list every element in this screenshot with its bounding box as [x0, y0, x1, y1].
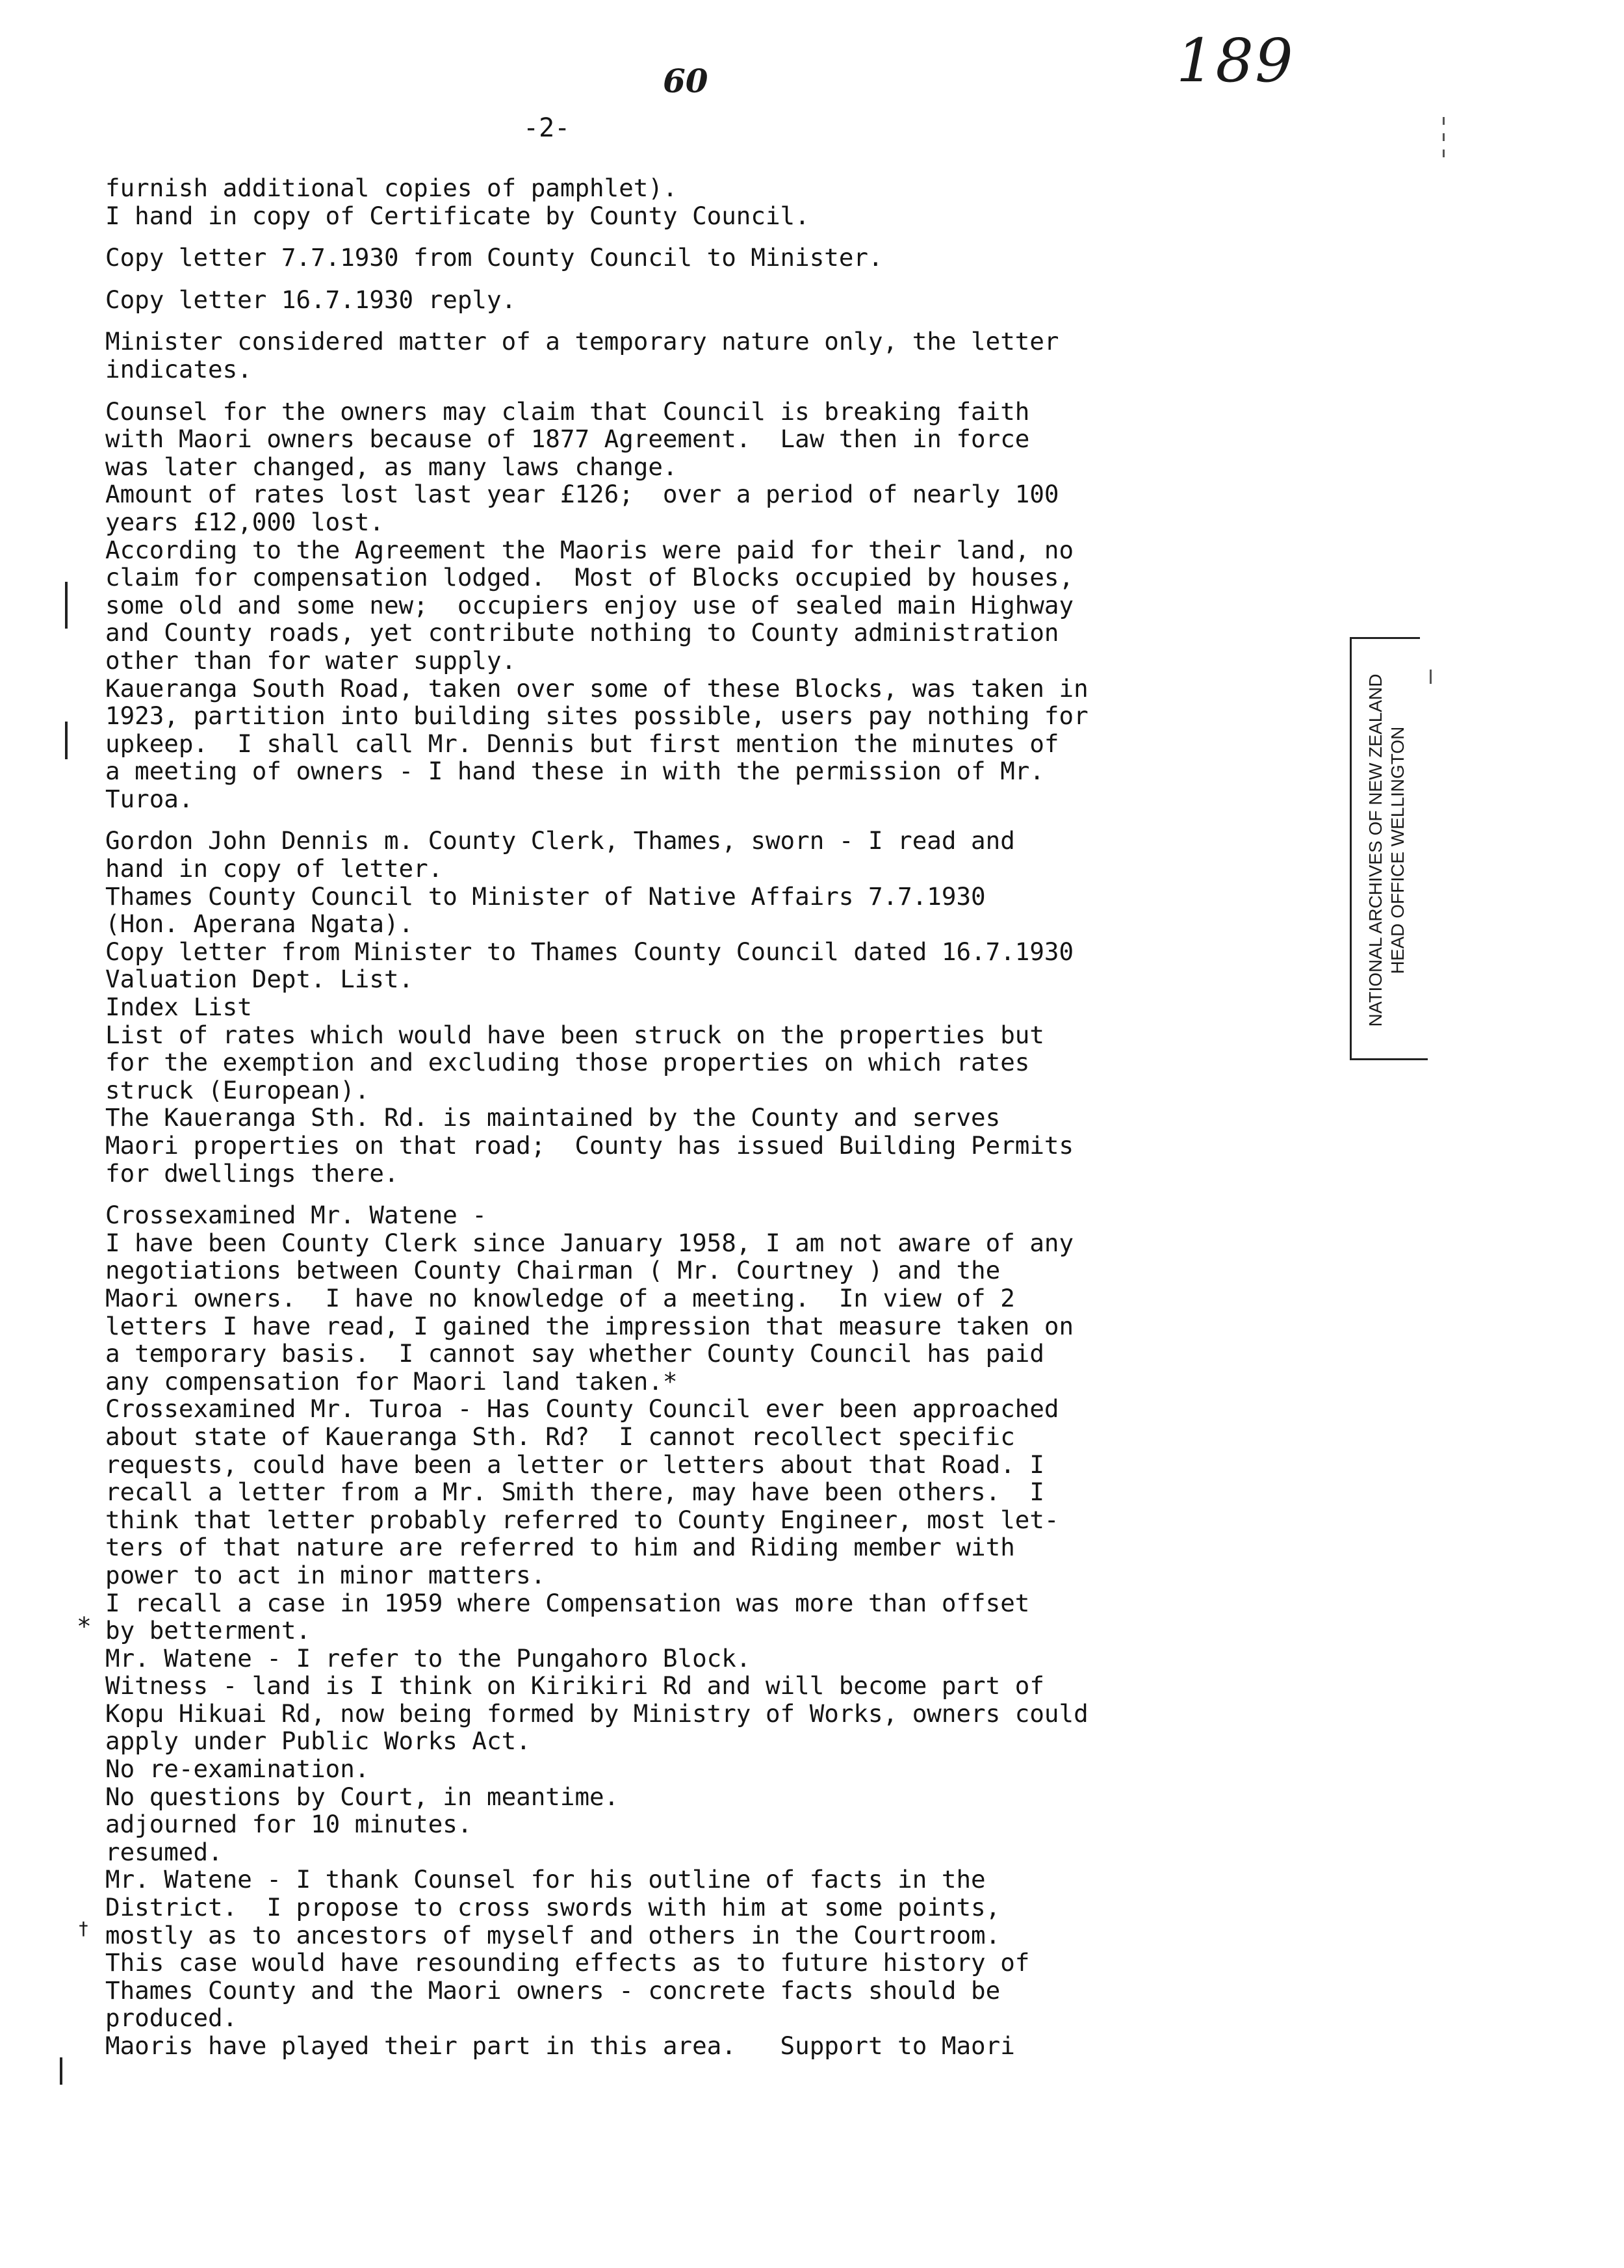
text-line: Kaueranga South Road, taken over some of these Blocks, was taken in	[105, 673, 1089, 703]
text-line: Kopu Hikuai Rd, now being formed by Ministry of Works, owners could	[105, 1699, 1089, 1728]
paragraph	[105, 244, 1089, 272]
text-line: Gordon John Dennis m. County Clerk, Thames, sworn - I read and	[105, 826, 1015, 855]
text-line: This case would have resounding effects as to future history of	[105, 1948, 1030, 1977]
paragraph-gap	[105, 229, 1089, 244]
stamp-line-1: NATIONAL ARCHIVES OF NEW ZEALAND	[1365, 673, 1386, 1027]
text-line: Mr. Watene - I thank Counsel for his outline of facts in the	[105, 1865, 986, 1894]
text-line: other than for water supply.	[105, 645, 517, 675]
text-line: Copy letter 7.7.1930 from County Council to Minister.	[105, 243, 883, 272]
text-line: Maori owners. I have no knowledge of a meeting. In view of 2	[105, 1283, 1015, 1312]
paragraph-gap	[105, 813, 1089, 827]
text-line: Crossexamined Mr. Turoa - Has County Council ever been approached	[105, 1394, 1059, 1424]
document-body	[105, 174, 1089, 2060]
pencil-page-number: 60	[663, 62, 708, 100]
text-line: upkeep. I shall call Mr. Dennis but first mention the minutes of	[105, 729, 1059, 758]
text-line: Turoa.	[105, 784, 194, 813]
text-line: Mr. Watene - I refer to the Pungahoro Block.	[105, 1643, 751, 1673]
text-line: indicates.	[105, 354, 252, 384]
text-line: furnish additional copies of pamphlet).	[105, 174, 678, 202]
text-line: I hand in copy of Certificate by County Council.	[105, 201, 810, 230]
text-line: Thames County and the Maori owners - concrete facts should be	[105, 1975, 1001, 2005]
text-line: for dwellings there.	[105, 1158, 399, 1188]
paragraph	[105, 174, 1089, 229]
text-line: Amount of rates lost last year £126; over a period of nearly 100	[105, 480, 1059, 509]
text-line: Minister considered matter of a temporary nature only, the letter	[105, 327, 1059, 356]
archive-stamp	[1350, 637, 1420, 1060]
text-line: I have been County Clerk since January 1958, I am not aware of any	[105, 1228, 1074, 1257]
text-line: No questions by Court, in meantime.	[105, 1782, 619, 1811]
paragraph	[105, 286, 1089, 314]
margin-mark	[60, 2057, 62, 2085]
margin-mark	[65, 722, 68, 759]
text-line: Copy letter 16.7.1930 reply.	[105, 285, 517, 314]
text-line: a meeting of owners - I hand these in with the permission of Mr.	[105, 757, 1044, 786]
text-line: No re-examination.	[105, 1754, 370, 1784]
text-line: hand in copy of letter.	[105, 854, 443, 883]
folio-number: 189	[1176, 26, 1295, 96]
text-line: Witness - land is I think on Kirikiri Rd and will become part of	[105, 1671, 1044, 1701]
text-line: Valuation Dept. List.	[105, 965, 414, 994]
text-line: struck (European).	[105, 1075, 370, 1104]
text-line: Counsel for the owners may claim that Council is breaking faith	[105, 397, 1030, 426]
text-line: some old and some new; occupiers enjoy use of sealed main Highway	[105, 590, 1074, 619]
page-number: -2-	[523, 113, 571, 143]
paragraph	[105, 827, 1089, 1187]
text-line: Index List	[105, 993, 252, 1022]
text-line: years £12,000 lost.	[105, 507, 384, 536]
margin-dash	[1443, 150, 1445, 157]
text-line: and County roads, yet contribute nothing to County administration	[105, 618, 1059, 647]
margin-dash	[1443, 133, 1445, 141]
text-line: I recall a case in 1959 where Compensation was more than offset	[105, 1588, 1030, 1617]
text-line: about state of Kaueranga Sth. Rd? I cannot recollect specific	[105, 1422, 1015, 1451]
dagger-mark: †	[78, 1918, 89, 1939]
paragraph	[105, 398, 1089, 813]
text-line: by betterment.	[105, 1616, 311, 1645]
text-line: requests, could have been a letter or letters about that Road. I	[105, 1450, 1044, 1479]
text-line: Copy letter from Minister to Thames County Council dated 16.7.1930	[105, 937, 1074, 966]
paragraph-gap	[105, 313, 1089, 328]
text-line: The Kaueranga Sth. Rd. is maintained by the County and serves	[105, 1103, 1001, 1132]
margin-dash	[1443, 117, 1445, 125]
text-line: a temporary basis. I cannot say whether County Council has paid	[105, 1339, 1044, 1368]
text-line: letters I have read, I gained the impression that measure taken on	[105, 1311, 1074, 1340]
text-line: District. I propose to cross swords with him at some points,	[105, 1893, 1001, 1922]
text-line: apply under Public Works Act.	[105, 1727, 531, 1756]
text-line: List of rates which would have been struck on the properties but	[105, 1020, 1044, 1049]
paragraph	[105, 328, 1089, 383]
text-line: Maoris have played their part in this area. Support to Maori	[105, 2031, 1015, 2060]
text-line: any compensation for Maori land taken.*	[105, 1366, 678, 1396]
text-line: Thames County Council to Minister of Native Affairs 7.7.1930	[105, 881, 986, 911]
text-line: ters of that nature are referred to him and Riding member with	[105, 1533, 1015, 1562]
text-line: produced.	[105, 2003, 238, 2033]
archive-stamp-base	[1350, 1058, 1428, 1060]
text-line: negotiations between County Chairman ( Mr. Courtney ) and the	[105, 1256, 1001, 1285]
text-line: power to act in minor matters.	[105, 1560, 546, 1589]
text-line: claim for compensation lodged. Most of Blocks occupied by houses,	[105, 563, 1074, 592]
text-line: 1923, partition into building sites possible, users pay nothing for	[105, 701, 1089, 731]
text-line: think that letter probably referred to County Engineer, most let-	[105, 1505, 1059, 1534]
paragraph-gap	[105, 272, 1089, 286]
text-line: with Maori owners because of 1877 Agreement. Law then in force	[105, 424, 1030, 454]
margin-dash	[1430, 670, 1432, 684]
text-line: was later changed, as many laws change.	[105, 452, 678, 481]
text-line: resumed.	[105, 1837, 223, 1866]
text-line: for the exemption and excluding those properties on which rates	[105, 1048, 1030, 1077]
text-line: Maori properties on that road; County has issued Building Permits	[105, 1131, 1074, 1160]
archive-stamp-text	[1365, 674, 1409, 1027]
paragraph-gap	[105, 384, 1089, 398]
paragraph	[105, 1201, 1089, 2059]
paragraph-gap	[105, 1187, 1089, 1201]
text-line: (Hon. Aperana Ngata).	[105, 909, 414, 939]
text-line: recall a letter from a Mr. Smith there, may have been others. I	[105, 1478, 1044, 1507]
text-line: Crossexamined Mr. Watene -	[105, 1201, 487, 1230]
text-line: mostly as to ancestors of myself and others in the Courtroom.	[105, 1920, 1001, 1949]
text-line: According to the Agreement the Maoris were paid for their land, no	[105, 535, 1074, 564]
margin-mark	[65, 582, 68, 629]
text-line: adjourned for 10 minutes.	[105, 1810, 472, 1839]
asterisk-mark: *	[77, 1612, 92, 1641]
stamp-line-2: HEAD OFFICE WELLINGTON	[1387, 726, 1408, 974]
